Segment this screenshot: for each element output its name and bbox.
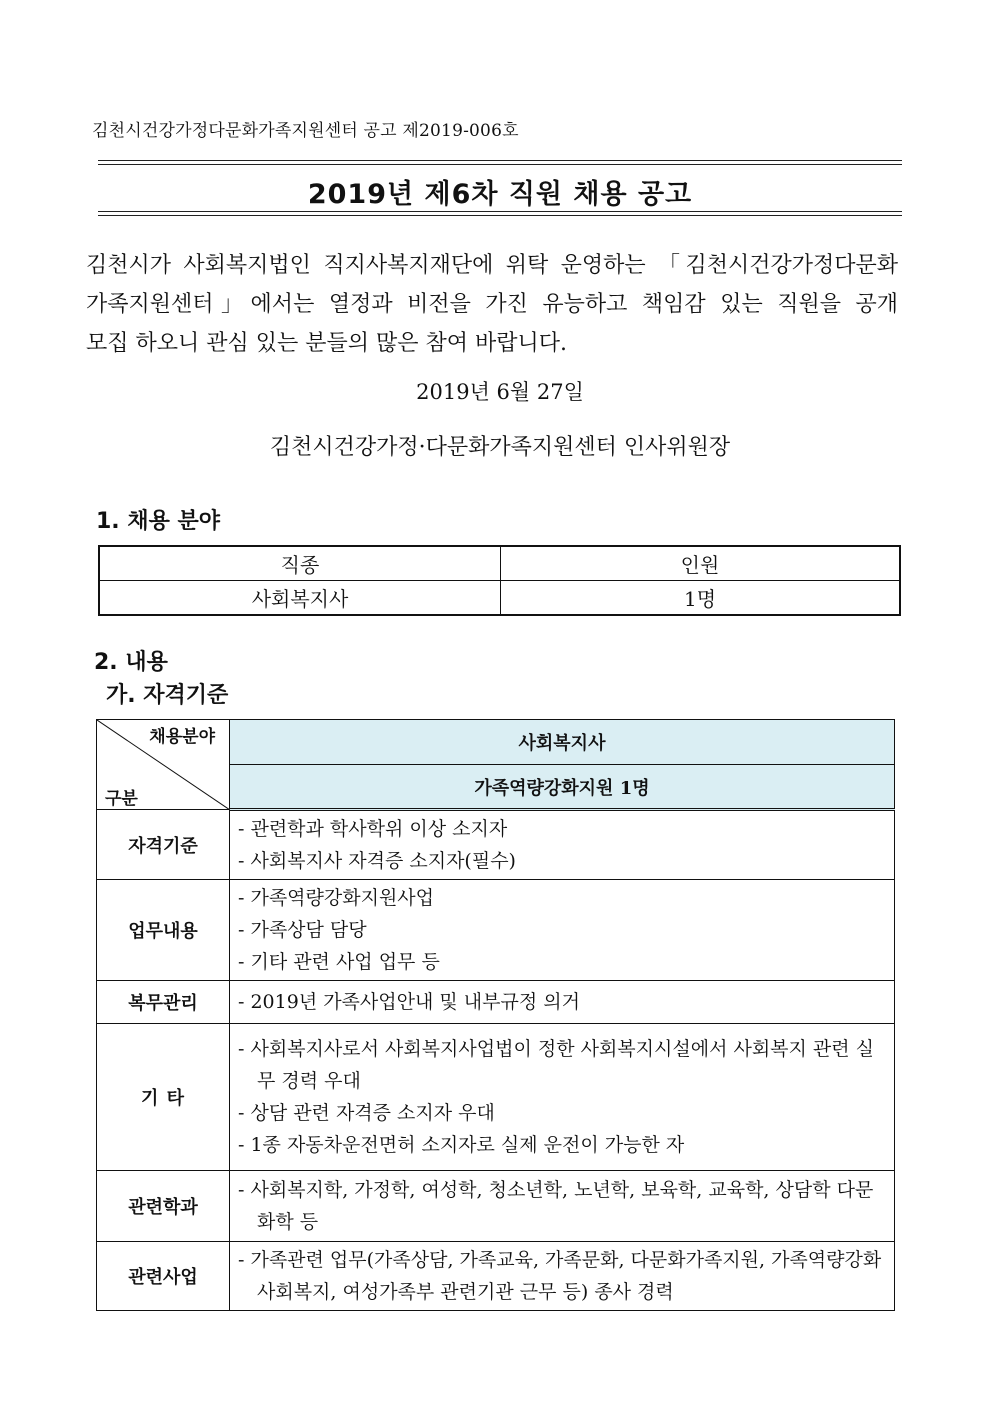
title-rule-bottom-inner <box>98 215 902 216</box>
row-line: - 가족관련 업무(가족상담, 가족교육, 가족문화, 다문화가족지원, 가족역량강화 사회복지, 여성가족부 관련기관 근무 등) 종사 경력 <box>238 1249 882 1303</box>
row-content <box>230 880 895 981</box>
intro-paragraph <box>86 246 898 363</box>
row-line: - 2019년 가족사업안내 및 내부규정 의거 <box>238 991 580 1013</box>
table-row <box>97 880 895 981</box>
row-line: - 가족역량강화지원사업 <box>238 887 434 909</box>
recruitment-field-table <box>98 545 901 616</box>
corner-label-category: 구분 <box>105 789 138 809</box>
table-header-row <box>97 720 895 765</box>
signer: 김천시건강가정·다문화가족지원센터 인사위원장 <box>269 435 731 460</box>
row-label: 자격기준 <box>97 810 230 880</box>
header-field: 사회복지사 <box>230 720 895 765</box>
table-row <box>97 1024 895 1171</box>
table-header-row <box>99 546 900 581</box>
row-label: 관련학과 <box>97 1171 230 1242</box>
row-line: - 사회복지사 자격증 소지자(필수) <box>238 850 516 872</box>
title-rule-bottom <box>98 211 902 212</box>
row-line: - 상담 관련 자격증 소지자 우대 <box>238 1102 495 1124</box>
table-row <box>97 1242 895 1311</box>
row-content <box>230 810 895 880</box>
header-position: 가족역량강화지원 1명 <box>230 765 895 810</box>
page-title: 2019년 제6차 직원 채용 공고 <box>307 179 693 210</box>
cell-job-type: 사회복지사 <box>99 581 501 616</box>
row-label-text: 기 타 <box>140 1088 186 1109</box>
row-line: - 사회복지학, 가정학, 여성학, 청소년학, 노년학, 보육학, 교육학, 상담학 다문화학 등 <box>238 1179 874 1233</box>
title-rule-top <box>98 160 902 161</box>
header-job-type: 직종 <box>99 546 501 581</box>
intro-line: 모집 하오니 관심 있는 분들의 많은 참여 바랍니다. <box>86 331 567 356</box>
row-line: - 가족상담 담당 <box>238 919 367 941</box>
row-content <box>230 1024 895 1171</box>
qualification-table <box>96 719 895 1311</box>
cell-headcount: 1명 <box>501 581 901 616</box>
table-row <box>97 981 895 1024</box>
row-label: 복무관리 <box>97 981 230 1024</box>
table-row <box>97 1171 895 1242</box>
corner-cell <box>97 720 230 810</box>
row-line: - 1종 자동차운전면허 소지자로 실제 운전이 가능한 자 <box>238 1134 685 1156</box>
row-label: 업무내용 <box>97 880 230 981</box>
row-line: - 관련학과 학사학위 이상 소지자 <box>238 818 508 840</box>
table-row <box>97 810 895 880</box>
row-content <box>230 981 895 1024</box>
section2-heading: 2. 내용 <box>94 650 168 675</box>
row-label: 관련사업 <box>97 1242 230 1311</box>
corner-label-field: 채용분야 <box>149 727 215 747</box>
intro-line: 가족지원센터」에서는 열정과 비전을 가진 유능하고 책임감 있는 직원을 공개 <box>86 292 898 317</box>
row-line: - 기타 관련 사업 업무 등 <box>238 951 440 973</box>
header-headcount: 인원 <box>501 546 901 581</box>
notice-date: 2019년 6월 27일 <box>416 380 584 404</box>
row-content <box>230 1242 895 1311</box>
intro-line: 김천시가 사회복지법인 직지사복지재단에 위탁 운영하는 「김천시건강가정다문화 <box>86 253 898 278</box>
section2-subheading: 가. 자격기준 <box>106 683 229 708</box>
row-label <box>97 1024 230 1171</box>
notice-number: 김천시건강가정다문화가족지원센터 공고 제2019-006호 <box>92 121 519 141</box>
table-row <box>99 581 900 616</box>
title-rule-top-inner <box>98 164 902 165</box>
section1-heading: 1. 채용 분야 <box>96 509 220 534</box>
row-content <box>230 1171 895 1242</box>
row-line: - 사회복지사로서 사회복지사업법이 정한 사회복지시설에서 사회복지 관련 실무 경력 우대 <box>238 1038 875 1092</box>
